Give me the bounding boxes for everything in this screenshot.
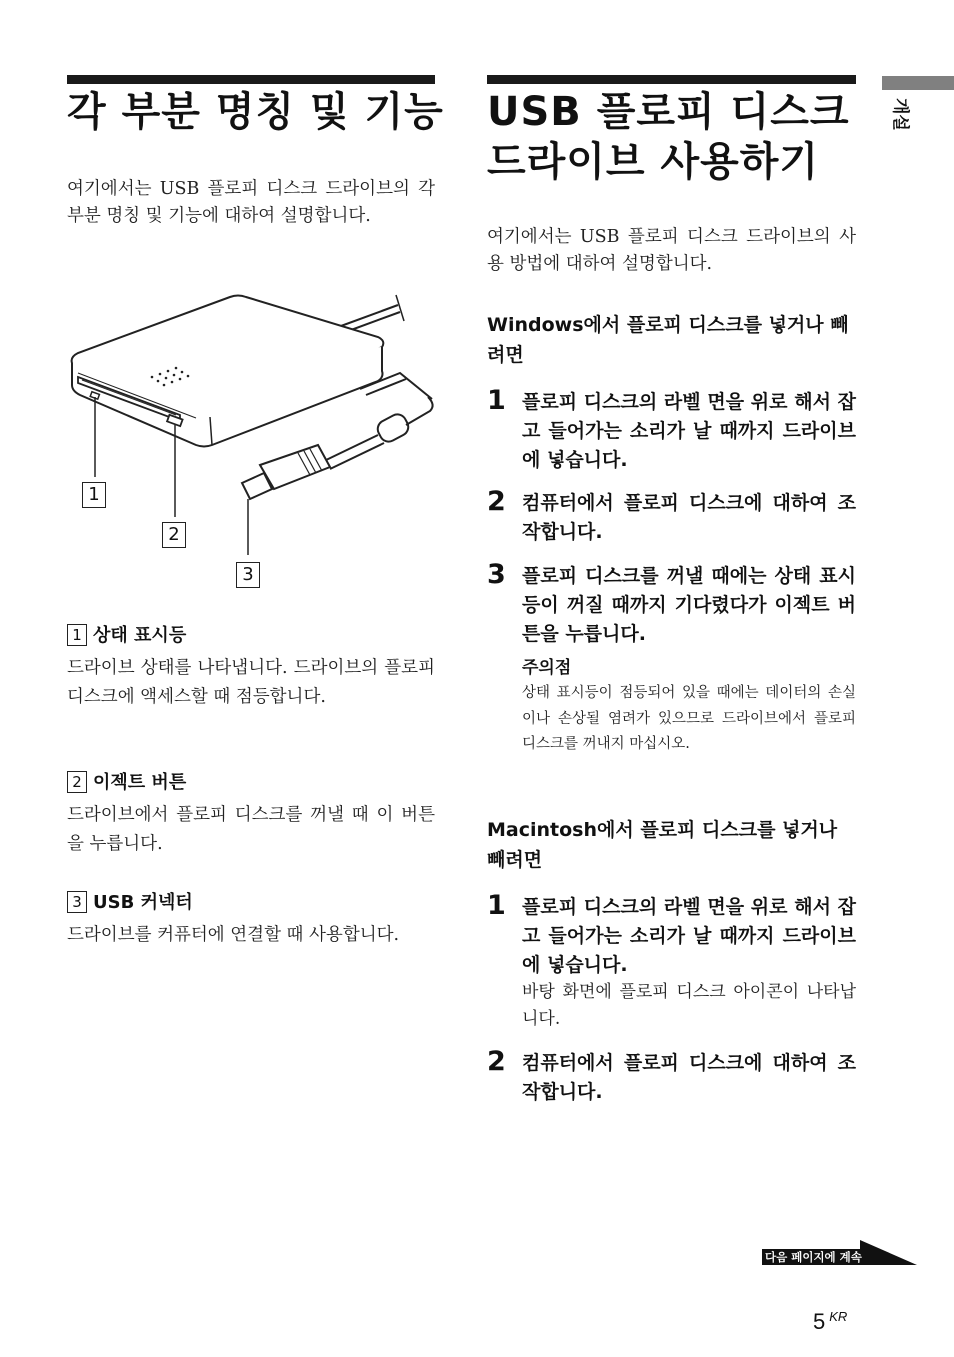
right-title-rule — [487, 75, 856, 84]
page-number-value: 5 — [813, 1309, 826, 1334]
page-number-suffix: KR — [829, 1309, 848, 1324]
item-usb-connector-heading — [67, 891, 193, 915]
callout-2: 2 — [162, 522, 186, 548]
continued-next-page-marker — [762, 1240, 917, 1267]
right-page-title-line1: USB 플로피 디스크 — [487, 89, 850, 135]
mac-section-heading: Macintosh에서 플로피 디스크를 넣거나 빼려면 — [487, 819, 838, 871]
step-text: 컴퓨터에서 플로피 디스크에 대하여 조작합니다. — [522, 492, 856, 543]
left-page-title: 각 부분 명칭 및 기능 — [67, 89, 444, 135]
windows-section-heading: Windows에서 플로피 디스크를 넣거나 빼려면 — [487, 314, 849, 366]
item-title: 이젝트 버튼 — [93, 772, 187, 793]
callout-1: 1 — [82, 482, 106, 508]
step-note: 바탕 화면에 플로피 디스크 아이콘이 나타납니다. — [522, 982, 856, 1029]
step-number: 2 — [487, 1046, 506, 1077]
step-number: 1 — [487, 385, 506, 416]
page-number — [813, 1304, 847, 1335]
item-number-badge: 2 — [67, 771, 87, 793]
right-intro-text: 여기에서는 USB 플로피 디스크 드라이브의 사용 방법에 대하여 설명합니다. — [487, 227, 856, 274]
caution-text: 상태 표시등이 점등되어 있을 때에는 데이터의 손실이나 손상될 염려가 있으므로 드라이브에서 플로피 디스크를 꺼내지 마십시오. — [522, 685, 856, 752]
section-tab-bar — [882, 76, 954, 90]
item-status-led-heading — [67, 624, 186, 648]
item-eject-button-heading — [67, 771, 186, 795]
step-text: 플로피 디스크의 라벨 면을 위로 해서 잡고 들어가는 소리가 날 때까지 드라이브에 넣습니다. — [522, 896, 856, 976]
caution-heading: 주의점 — [522, 658, 572, 678]
item-title: 상태 표시등 — [93, 625, 187, 646]
item-eject-button-description: 드라이브에서 플로피 디스크를 꺼낼 때 이 버튼을 누릅니다. — [67, 805, 435, 854]
step-text: 플로피 디스크를 꺼낼 때에는 상태 표시등이 꺼질 때까지 기다렸다가 이젝트 버튼을 누릅니다. — [522, 565, 856, 645]
left-title-rule — [67, 75, 435, 84]
section-tab-label: 개설 — [890, 98, 910, 131]
item-usb-connector-description: 드라이브를 커퓨터에 연결할 때 사용합니다. — [67, 925, 400, 945]
item-number-badge: 3 — [67, 891, 87, 913]
step-number: 1 — [487, 890, 506, 921]
right-page-title-line2: 드라이브 사용하기 — [487, 139, 820, 185]
callout-3: 3 — [236, 562, 260, 588]
item-title: USB 커넥터 — [93, 892, 193, 913]
step-number: 2 — [487, 486, 506, 517]
step-text: 플로피 디스크의 라벨 면을 위로 해서 잡고 들어가는 소리가 날 때까지 드라이브에 넣습니다. — [522, 391, 856, 471]
floppy-drive-illustration — [60, 285, 440, 595]
step-text: 컴퓨터에서 플로피 디스크에 대하여 조작합니다. — [522, 1052, 856, 1103]
item-number-badge: 1 — [67, 624, 87, 646]
item-status-led-description: 드라이브 상태를 나타냅니다. 드라이브의 플로피 디스크에 액세스할 때 점등합니다. — [67, 658, 435, 707]
left-intro-text: 여기에서는 USB 플로피 디스크 드라이브의 각 부분 명칭 및 기능에 대하여 설명합니다. — [67, 179, 435, 226]
step-number: 3 — [487, 559, 506, 590]
continued-label: 다음 페이지에 계속 — [762, 1249, 868, 1265]
